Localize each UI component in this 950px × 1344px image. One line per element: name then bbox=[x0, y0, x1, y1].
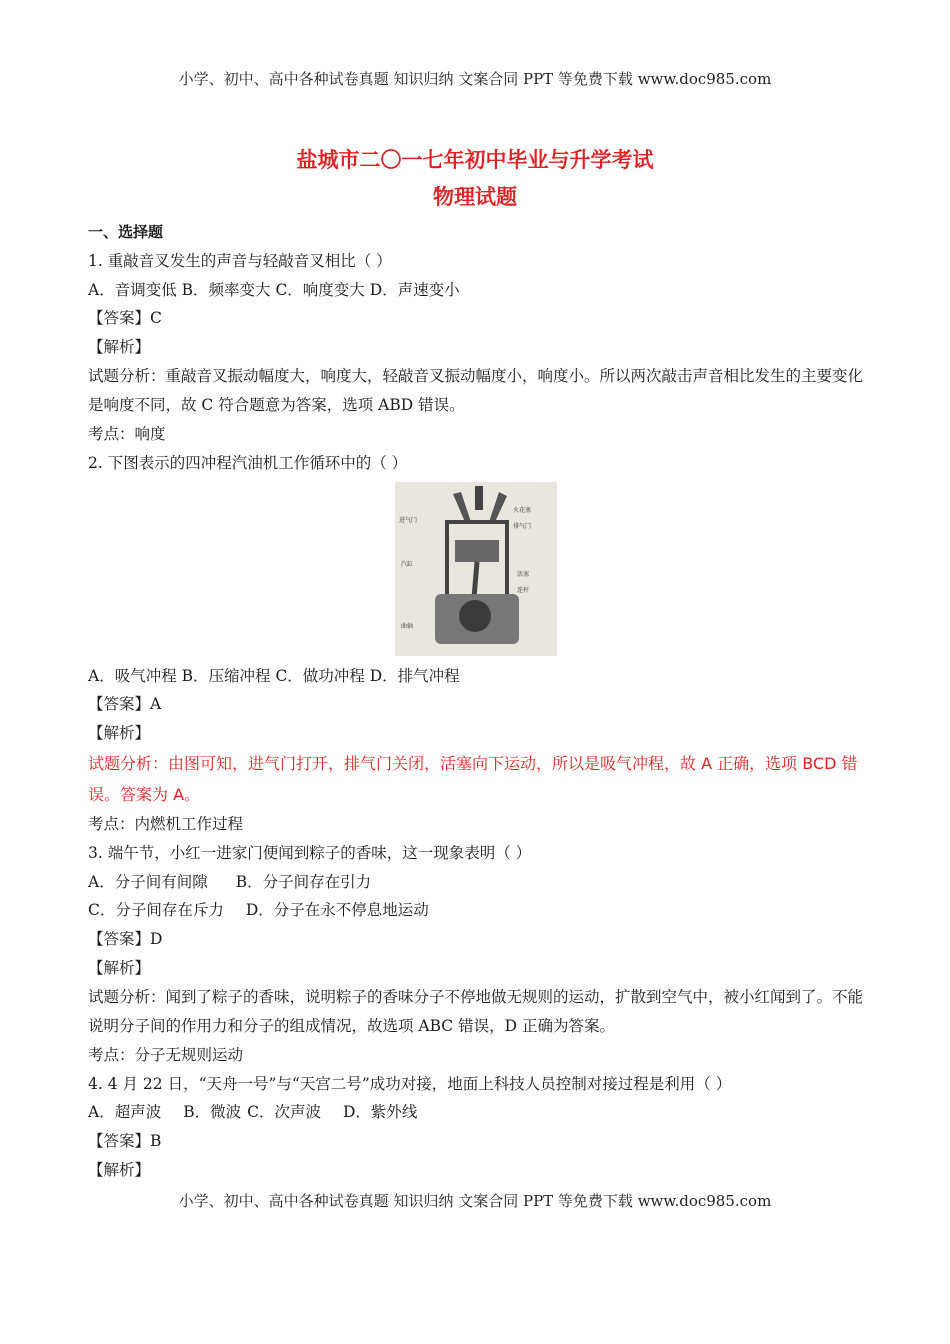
question-1-point: 考点：响度 bbox=[88, 424, 166, 443]
question-4-answer: 【答案】B bbox=[88, 1132, 162, 1151]
question-4-options bbox=[88, 1098, 868, 1127]
exam-title: 盐城市二〇一七年初中毕业与升学考试 bbox=[296, 148, 654, 172]
label-spark: 火花塞 bbox=[513, 506, 532, 514]
question-3-option-b: B．分子间存在引力 bbox=[235, 872, 372, 891]
question-3-answer: 【答案】D bbox=[88, 930, 163, 949]
label-cylinder: 汽缸 bbox=[401, 560, 414, 568]
question-3-option-d: D．分子在永不停息地运动 bbox=[245, 901, 429, 920]
question-1-analysis-label: 【解析】 bbox=[88, 338, 151, 357]
question-2-analysis: 试题分析：由图可知，进气门打开，排气门关闭，活塞向下运动，所以是吸气冲程，故 A 正确，选项 BCD 错误。答案为 A。 bbox=[88, 753, 858, 804]
question-3-option-a: A．分子间有间隙 bbox=[88, 872, 208, 891]
label-rod: 连杆 bbox=[517, 586, 530, 594]
page-footer: 小学、初中、高中各种试卷真题 知识归纳 文案合同 PPT 等免费下载 www.doc985.com bbox=[178, 1192, 772, 1210]
engine-diagram bbox=[395, 482, 557, 656]
question-3-analysis-label: 【解析】 bbox=[88, 958, 151, 977]
question-4-stem: 4. 4 月 22 日，“天舟一号”与“天宫二号”成功对接，地面上科技人员控制对接过程是利用（ ） bbox=[88, 1074, 732, 1093]
question-3-stem: 3. 端午节，小红一进家门便闻到粽子的香味，这一现象表明（ ） bbox=[88, 843, 532, 862]
spark-plug-shape bbox=[475, 486, 483, 510]
label-intake: 进气门 bbox=[399, 516, 418, 524]
question-2-stem: 2. 下图表示的四冲程汽油机工作循环中的（ ） bbox=[88, 453, 408, 472]
question-4-option-d: D．紫外线 bbox=[342, 1103, 418, 1122]
label-exhaust: 排气门 bbox=[513, 522, 532, 530]
question-3-options-row2 bbox=[88, 896, 868, 925]
question-2-analysis-label: 【解析】 bbox=[88, 724, 151, 743]
document-body bbox=[88, 218, 868, 1185]
question-3-point: 考点：分子无规则运动 bbox=[88, 1045, 244, 1064]
engine-diagram-image bbox=[395, 482, 557, 656]
question-1-analysis: 试题分析：重敲音叉振动幅度大，响度大，轻敲音叉振动幅度小，响度小。所以两次敲击声音相比发生的主要变化是响度不同，故 C 符合题意为答案，选项 ABD 错误。 bbox=[88, 366, 864, 414]
section-heading: 一、选择题 bbox=[88, 223, 164, 241]
piston-shape bbox=[455, 540, 499, 562]
question-3-options-row1 bbox=[88, 868, 868, 897]
exam-subtitle: 物理试题 bbox=[433, 185, 517, 209]
question-1-stem: 1. 重敲音叉发生的声音与轻敲音叉相比（ ） bbox=[88, 251, 392, 270]
question-4-option-a: A．超声波 bbox=[88, 1103, 162, 1122]
question-3-option-c: C．分子间存在斥力 bbox=[88, 901, 224, 920]
question-2-answer: 【答案】A bbox=[88, 695, 162, 714]
question-4-option-b: B．微波 bbox=[183, 1103, 242, 1122]
label-piston: 活塞 bbox=[517, 570, 530, 578]
question-1-answer: 【答案】C bbox=[88, 309, 162, 328]
crankshaft-shape bbox=[459, 600, 491, 632]
question-3-analysis: 试题分析：闻到了粽子的香味，说明粽子的香味分子不停地做无规则的运动，扩散到空气中，被小红闻到了。不能说明分子间的作用力和分子的组成情况，故选项 ABC 错误，D 正确为答案。 bbox=[88, 987, 864, 1035]
question-4-analysis-label: 【解析】 bbox=[88, 1160, 151, 1179]
question-4-option-c: C．次声波 bbox=[247, 1103, 321, 1122]
page-header: 小学、初中、高中各种试卷真题 知识归纳 文案合同 PPT 等免费下载 www.doc985.com bbox=[178, 70, 772, 88]
question-2-options: A．吸气冲程 B．压缩冲程 C．做功冲程 D．排气冲程 bbox=[88, 666, 460, 685]
question-1-options: A．音调变低 B．频率变大 C．响度变大 D．声速变小 bbox=[88, 280, 460, 299]
question-2-point: 考点：内燃机工作过程 bbox=[88, 814, 244, 833]
label-crank: 曲轴 bbox=[401, 622, 414, 630]
